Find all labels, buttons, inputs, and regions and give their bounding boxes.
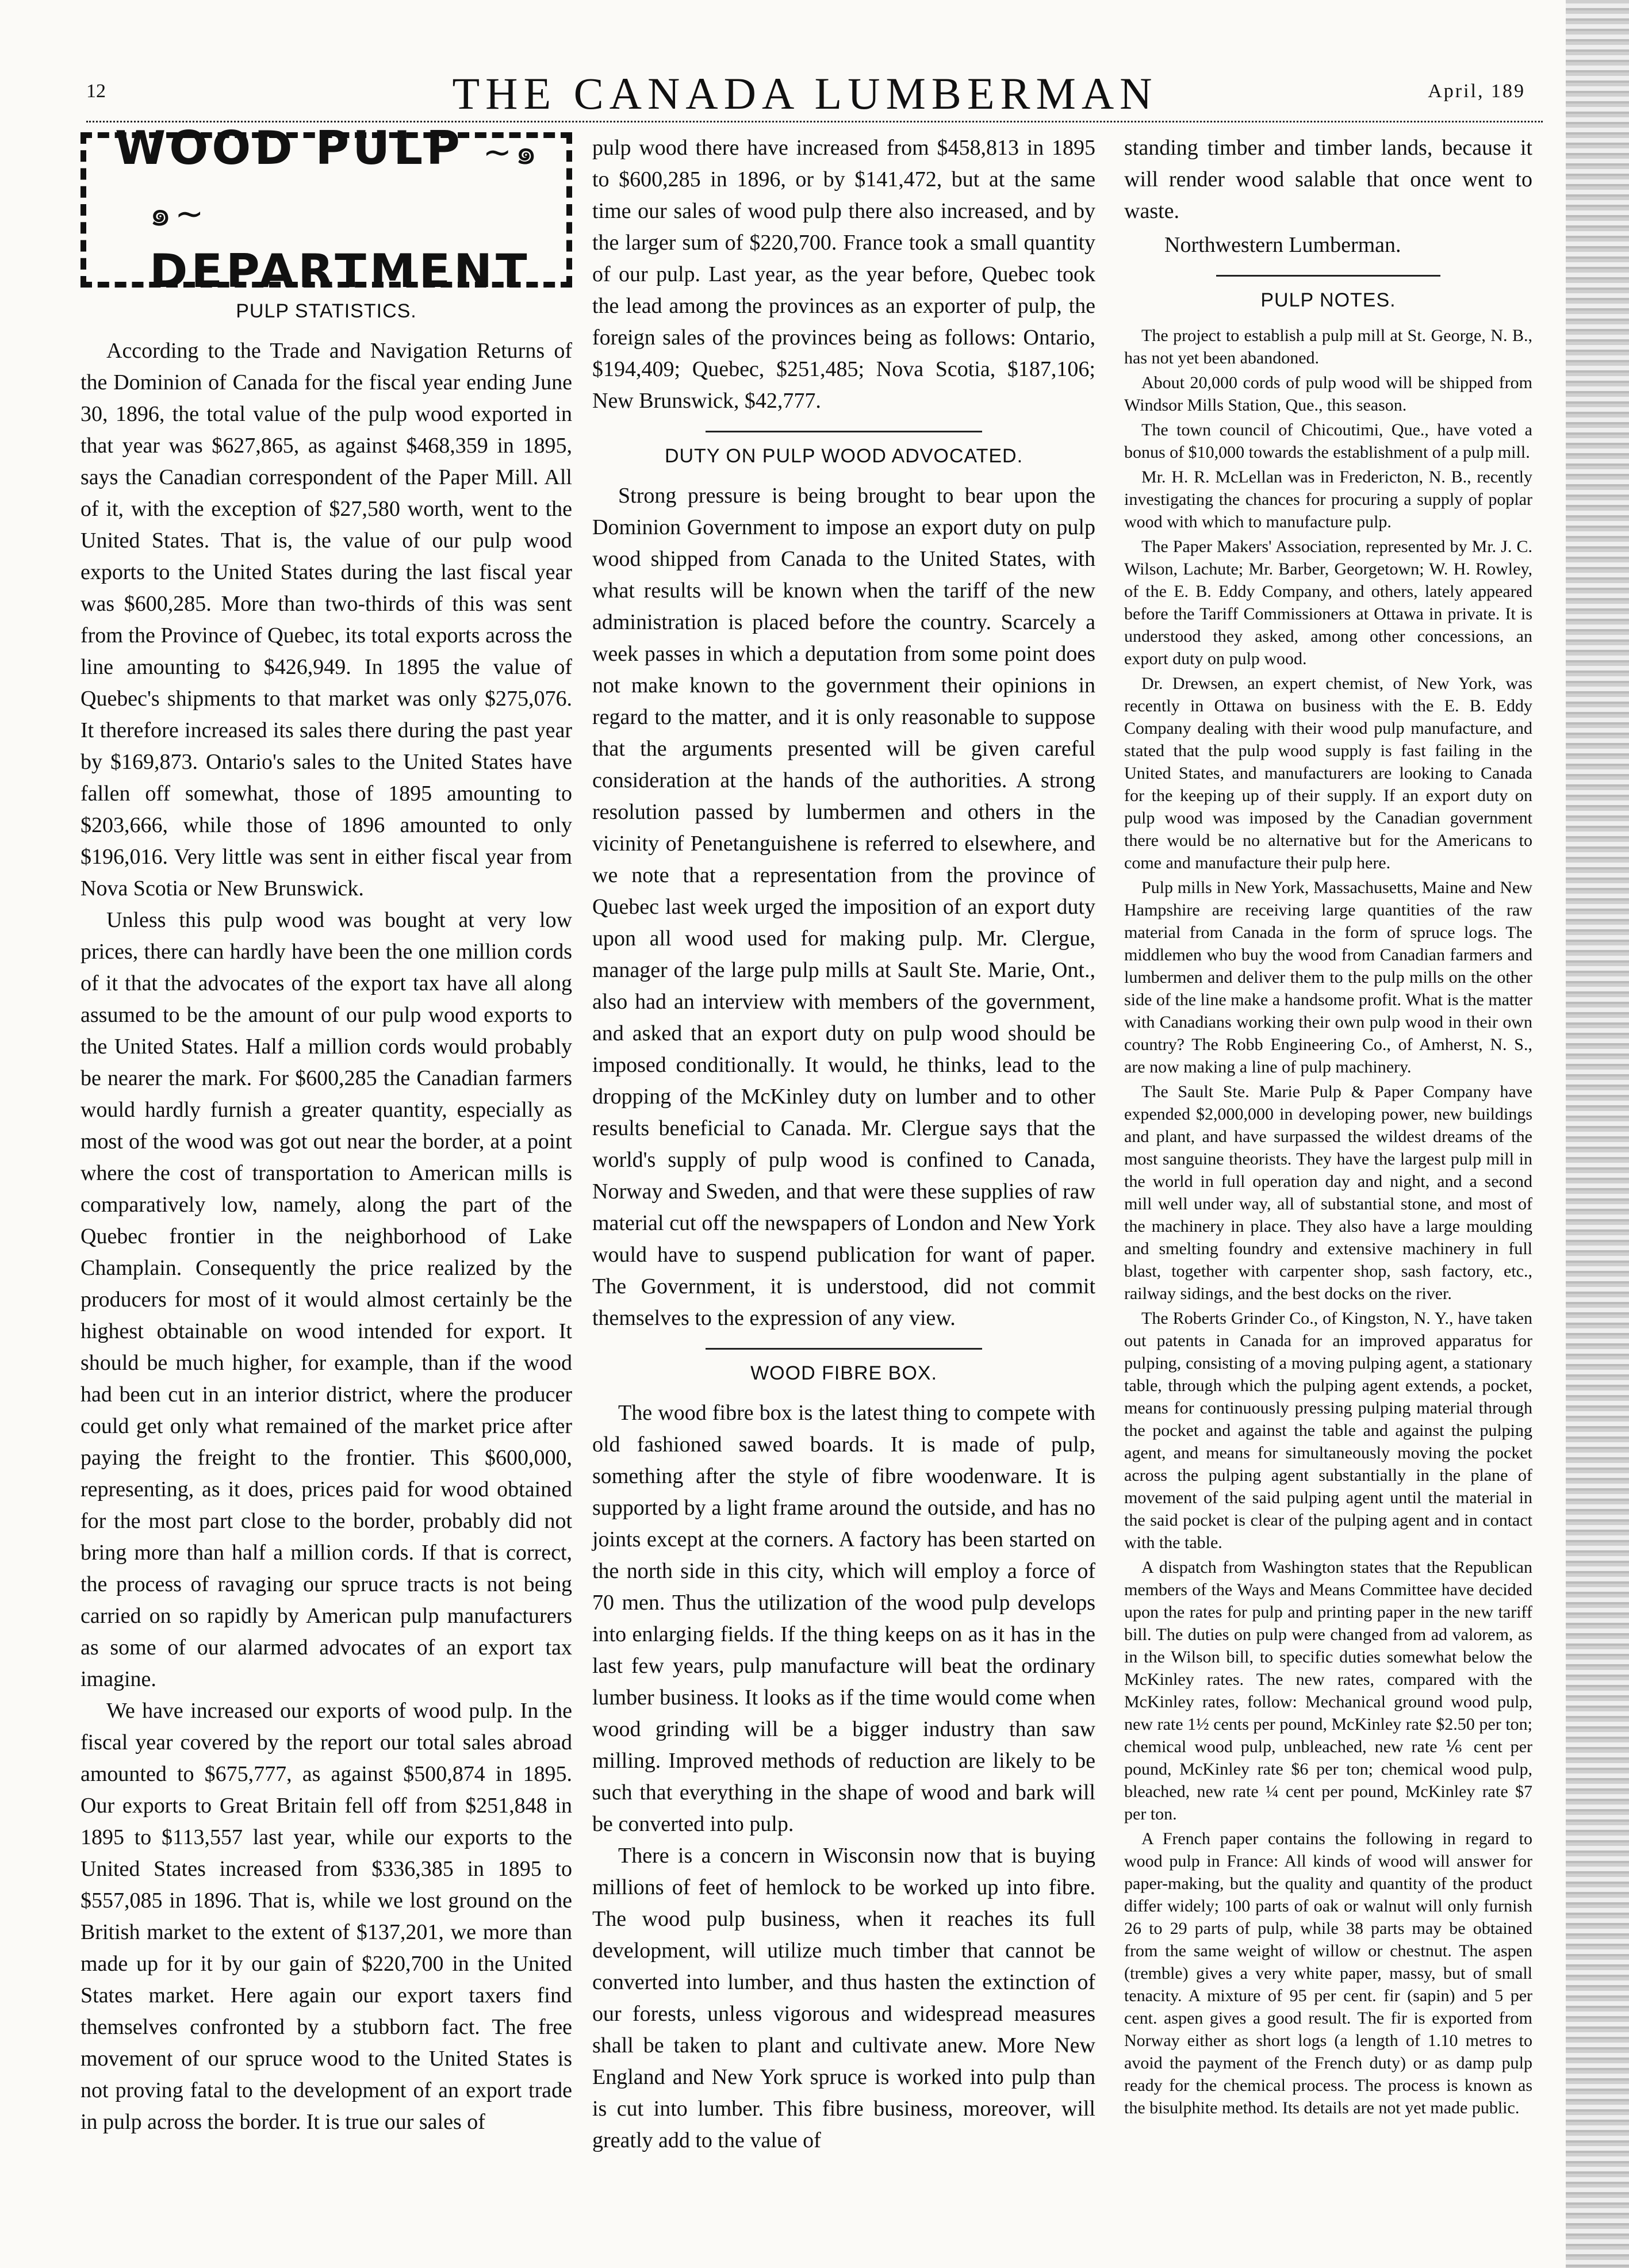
section-rule: [706, 1348, 982, 1350]
article-title: PULP STATISTICS.: [236, 300, 417, 322]
section-rule: [706, 431, 982, 432]
column-2: [592, 132, 1095, 2156]
column-3: [1124, 132, 1532, 2121]
article-paragraph: The wood fibre box is the latest thing to compete with old fashioned sawed boards. It is made of pulp, something after the style of fibre woodenware. It is supported by a light frame around the outside, and has no joints except at the corners. A factory has been started on the north side in this city, which will employ a force of 70 men. Thus the utilization of the wood pulp develops into enlarging fields. If the thing keeps on as it has in the last few years, pulp manufacture will beat the ordinary lumber business. It looks as if the time would come when wood grinding will be a bigger industry than saw milling. Improved methods of reduction are likely to be such that everything in the shape of wood and bark will be converted into pulp.: [592, 1401, 1095, 1836]
note-item: The project to establish a pulp mill at St. George, N. B., has not yet been abandoned.: [1124, 326, 1532, 367]
source-signature: Northwestern Lumberman.: [1164, 233, 1401, 257]
department-line2: DEPARTMENT: [150, 244, 531, 298]
note-item: A dispatch from Washington states that the Republican members of the Ways and Means Committee have decided upon the rates for pulp and printing paper in the new tariff bill. The duties on pulp were changed from ad valorem, as in the Wilson bill, to specific duties somewhat below the McKinley rates. The new rates, compared with the McKinley rates, follow: Mechanical ground wood pulp, new rate 1½ cents per pound, McKinley rate $2.50 per ton; chemical wood pulp, unbleached, new rate ⅙ cent per pound, McKinley rate $6 per ton; chemical wood pulp, bleached, new rate ¼ cent per pound, McKinley rate $7 per ton.: [1124, 1558, 1532, 1823]
article-paragraph: Unless this pulp wood was bought at very low prices, there can hardly have been the one million cords of it that the advocates of the export tax have all along assumed to be the amount of our pulp wood exports to the United States. Half a million cords would probably be nearer the mark. For $600,285 the Canadian farmers would hardly furnish a greater quantity, especially as most of the wood was got out near the border, at a point where the cost of transportation to American mills is comparatively low, namely, along the part of the Quebec frontier in the neighborhood of Lake Champlain. Consequently the price realized by the producers for most of it would almost certainly be the highest obtainable on wood intended for export. It should be much higher, for example, than if the wood had been cut in an interior district, where the producer could get only what remained of the market price after paying the freight to the frontier. This $600,000, representing, as it does, prices paid for wood obtained for the most part close to the border, probably did not bring more than half a million cords. If that is correct, the process of ravaging our spruce tracts is not being carried on so rapidly by American pulp manufacturers as some of our alarmed advocates of an export tax imagine.: [81, 908, 572, 1691]
note-item: The town council of Chicoutimi, Que., have voted a bonus of $10,000 towards the establishment of a pulp mill.: [1124, 420, 1532, 462]
swirl-ornament-icon: ~๑: [482, 132, 541, 173]
department-banner: [81, 121, 572, 298]
article-paragraph: We have increased our exports of wood pulp. In the fiscal year covered by the report our total sales abroad amounted to $675,777, as against $500,874 in 1895. Our exports to Great Britain fell off from $251,848 in 1895 to $113,557 last year, while our exports to the United States increased from $336,385 in 1895 to $557,085 in 1896. That is, while we lost ground on the British market to the extent of $137,201, we more than made up for it by our gain of $220,700 in the United States market. Here again our export taxers find themselves confronted by a stubborn fact. The free movement of our spruce wood to the United States is not proving fatal to the development of an export trade in pulp across the border. It is true our sales of: [81, 1699, 572, 2134]
issue-date: April, 189: [1428, 81, 1525, 102]
note-item: Dr. Drewsen, an expert chemist, of New York, was recently in Ottawa on business with the E. B. Eddy Company dealing with their wood pulp manufacture, and stated that the pulp wood supply is fast failing in the United States, and manufacturers are looking to Canada for the keeping up of their supply. If an export duty on pulp wood was imposed by the Canadian government there would be no alternative but for the Americans to come and manufacture their pulp here.: [1124, 674, 1532, 872]
note-item: The Roberts Grinder Co., of Kingston, N. Y., have taken out patents in Canada for an improved apparatus for pulping, consisting of a moving pulping agent, a stationary table, through which the pulping agent extends, a pocket, means for continuously pressing pulping material through the pocket and against the table and against the pulping agent, and means for simultaneously moving the pocket across the pulping agent substantially in the plane of movement of the said pulping agent until the material in the said pocket is clear of the pulping agent and in contact with the table.: [1124, 1309, 1532, 1552]
article-paragraph: There is a concern in Wisconsin now that is buying millions of feet of hemlock to be worked up into fibre. The wood pulp business, when it reaches its full development, will utilize much timber that cannot be converted into lumber, and thus hasten the extinction of our forests, unless vigorous and widespread measures shall be taken to plant and cultivate anew. More New England and New York spruce is worked into pulp than is cut into lumber. This fibre business, moreover, will greatly add to the value of: [592, 1844, 1095, 2152]
note-item: A French paper contains the following in regard to wood pulp in France: All kinds of wood will answer for paper-making, but the quality and quantity of the product differ widely; 100 parts of oak or walnut will only furnish 26 to 29 parts of pulp, while 38 parts may be obtained from the same weight of willow or chestnut. The aspen (tremble) gives a very white paper, massy, but of small tenacity. A mixture of 95 per cent. fir (sapin) and 5 per cent. aspen gives a good result. The fir is exported from Norway either as short logs (a length of 1.10 metres to avoid the payment of the French duty) or as damp pulp ready for the chemical process. The process is known as the bisulphite method. Its details are not yet made public.: [1124, 1829, 1532, 2117]
article-title: WOOD FIBRE BOX.: [750, 1362, 937, 1384]
torn-page-edge: [1566, 0, 1629, 2268]
column-1: [81, 121, 572, 2138]
pulp-notes-list: [1124, 324, 1532, 2119]
swirl-ornament-icon: ๑~: [150, 194, 208, 234]
article-paragraph: According to the Trade and Navigation Returns of the Dominion of Canada for the fiscal year ending June 30, 1896, the total value of the pulp wood exported in that year was $627,865, as against $468,359 in 1895, says the Canadian correspondent of the Paper Mill. All of it, with the exception of $27,580 worth, went to the United States. That is, the value of our pulp wood exports to the United States during the last fiscal year was $600,285. More than two-thirds of this was sent from the Province of Quebec, its total exports across the line amounting to $426,949. In 1895 the value of Quebec's shipments to that market was only $275,076. It therefore increased its sales there during the past year by $169,873. Ontario's sales to the United States have fallen off somewhat, those of 1895 amounting to $203,666, while those of 1896 amounted to only $196,016. Very little was sent in either fiscal year from Nova Scotia or New Brunswick.: [81, 339, 572, 901]
page-number: 12: [86, 81, 106, 102]
section-rule: [1216, 275, 1441, 277]
article-continuation: pulp wood there have increased from $458,813 in 1895 to $600,285 in 1896, or by $141,472, but at the same time our sales of wood pulp there also increased, and by the larger sum of $220,700. France took a small quantity of our pulp. Last year, as the year before, Quebec took the lead among the provinces as an exporter of pulp, the foreign sales of the provinces being as follows: Ontario, $194,409; Quebec, $251,485; Nova Scotia, $187,106; New Brunswick, $42,777.: [592, 136, 1095, 413]
article-paragraph: Strong pressure is being brought to bear upon the Dominion Government to impose an export duty on pulp wood shipped from Canada to the United States, with what results will be known when the tariff of the new administration is placed before the country. Scarcely a week passes in which a deputation from some point does not make known to the government their opinions in regard to the matter, and it is only reasonable to suppose that the arguments presented will be given careful consideration at the hands of the authorities. A strong resolution passed by lumbermen and others in the vicinity of Penetanguishene is referred to elsewhere, and we note that a representation from the province of Quebec last week urged the imposition of an export duty upon all wood used for making pulp. Mr. Clergue, manager of the large pulp mills at Sault Ste. Marie, Ont., also had an interview with members of the government, and asked that an export duty on pulp wood should be imposed conditionally. It would, he thinks, lead to the dropping of the McKinley duty on lumber and to other results beneficial to Canada. Mr. Clergue says that the world's supply of pulp wood is confined to Canada, Norway and Sweden, and that were these supplies of raw material cut off the newspapers of London and New York would have to suspend publication for want of paper. The Government, it is understood, did not commit themselves to the expression of any view.: [592, 484, 1095, 1330]
note-item: The Sault Ste. Marie Pulp & Paper Company have expended $2,000,000 in developing power, new buildings and plant, and have surpassed the wildest dreams of the most sanguine theorists. They have the largest pulp mill in the world in full operation day and night, and a second mill well under way, all of substantial stone, and most of the machinery in place. They also have a large moulding and smelting foundry and extensive machinery in full blast, together with carpenter shop, sash factory, etc., railway sidings, and the best docks on the river.: [1124, 1082, 1532, 1303]
article-title: PULP NOTES.: [1260, 289, 1396, 311]
note-item: The Paper Makers' Association, represented by Mr. J. C. Wilson, Lachute; Mr. Barber, Georgetown; W. H. Rowley, of the E. B. Eddy Company, and others, lately appeared before the Tariff Commissioners at Ottawa in private. It is understood they asked, among other concessions, an export duty on pulp wood.: [1124, 537, 1532, 668]
department-line1: WOOD PULP: [115, 121, 463, 175]
article-continuation: standing timber and timber lands, because it will render wood salable that once went to waste.: [1124, 136, 1532, 223]
note-item: Pulp mills in New York, Massachusetts, Maine and New Hampshire are receiving large quantities of the raw material from Canada in the form of spruce logs. The middlemen who buy the wood from Canadian farmers and lumbermen and deliver them to the pulp mills on the other side of the line make a handsome profit. What is the matter with Canadians working their own pulp wood in their own country? The Robb Engineering Co., of Amherst, N. S., are now making a line of pulp machinery.: [1124, 878, 1532, 1076]
note-item: Mr. H. R. McLellan was in Fredericton, N. B., recently investigating the chances for procuring a supply of poplar wood with which to manufacture pulp.: [1124, 468, 1532, 531]
article-title: DUTY ON PULP WOOD ADVOCATED.: [664, 445, 1024, 467]
note-item: About 20,000 cords of pulp wood will be shipped from Windsor Mills Station, Que., this season.: [1124, 373, 1532, 415]
masthead: THE CANADA LUMBERMAN: [452, 68, 1158, 118]
